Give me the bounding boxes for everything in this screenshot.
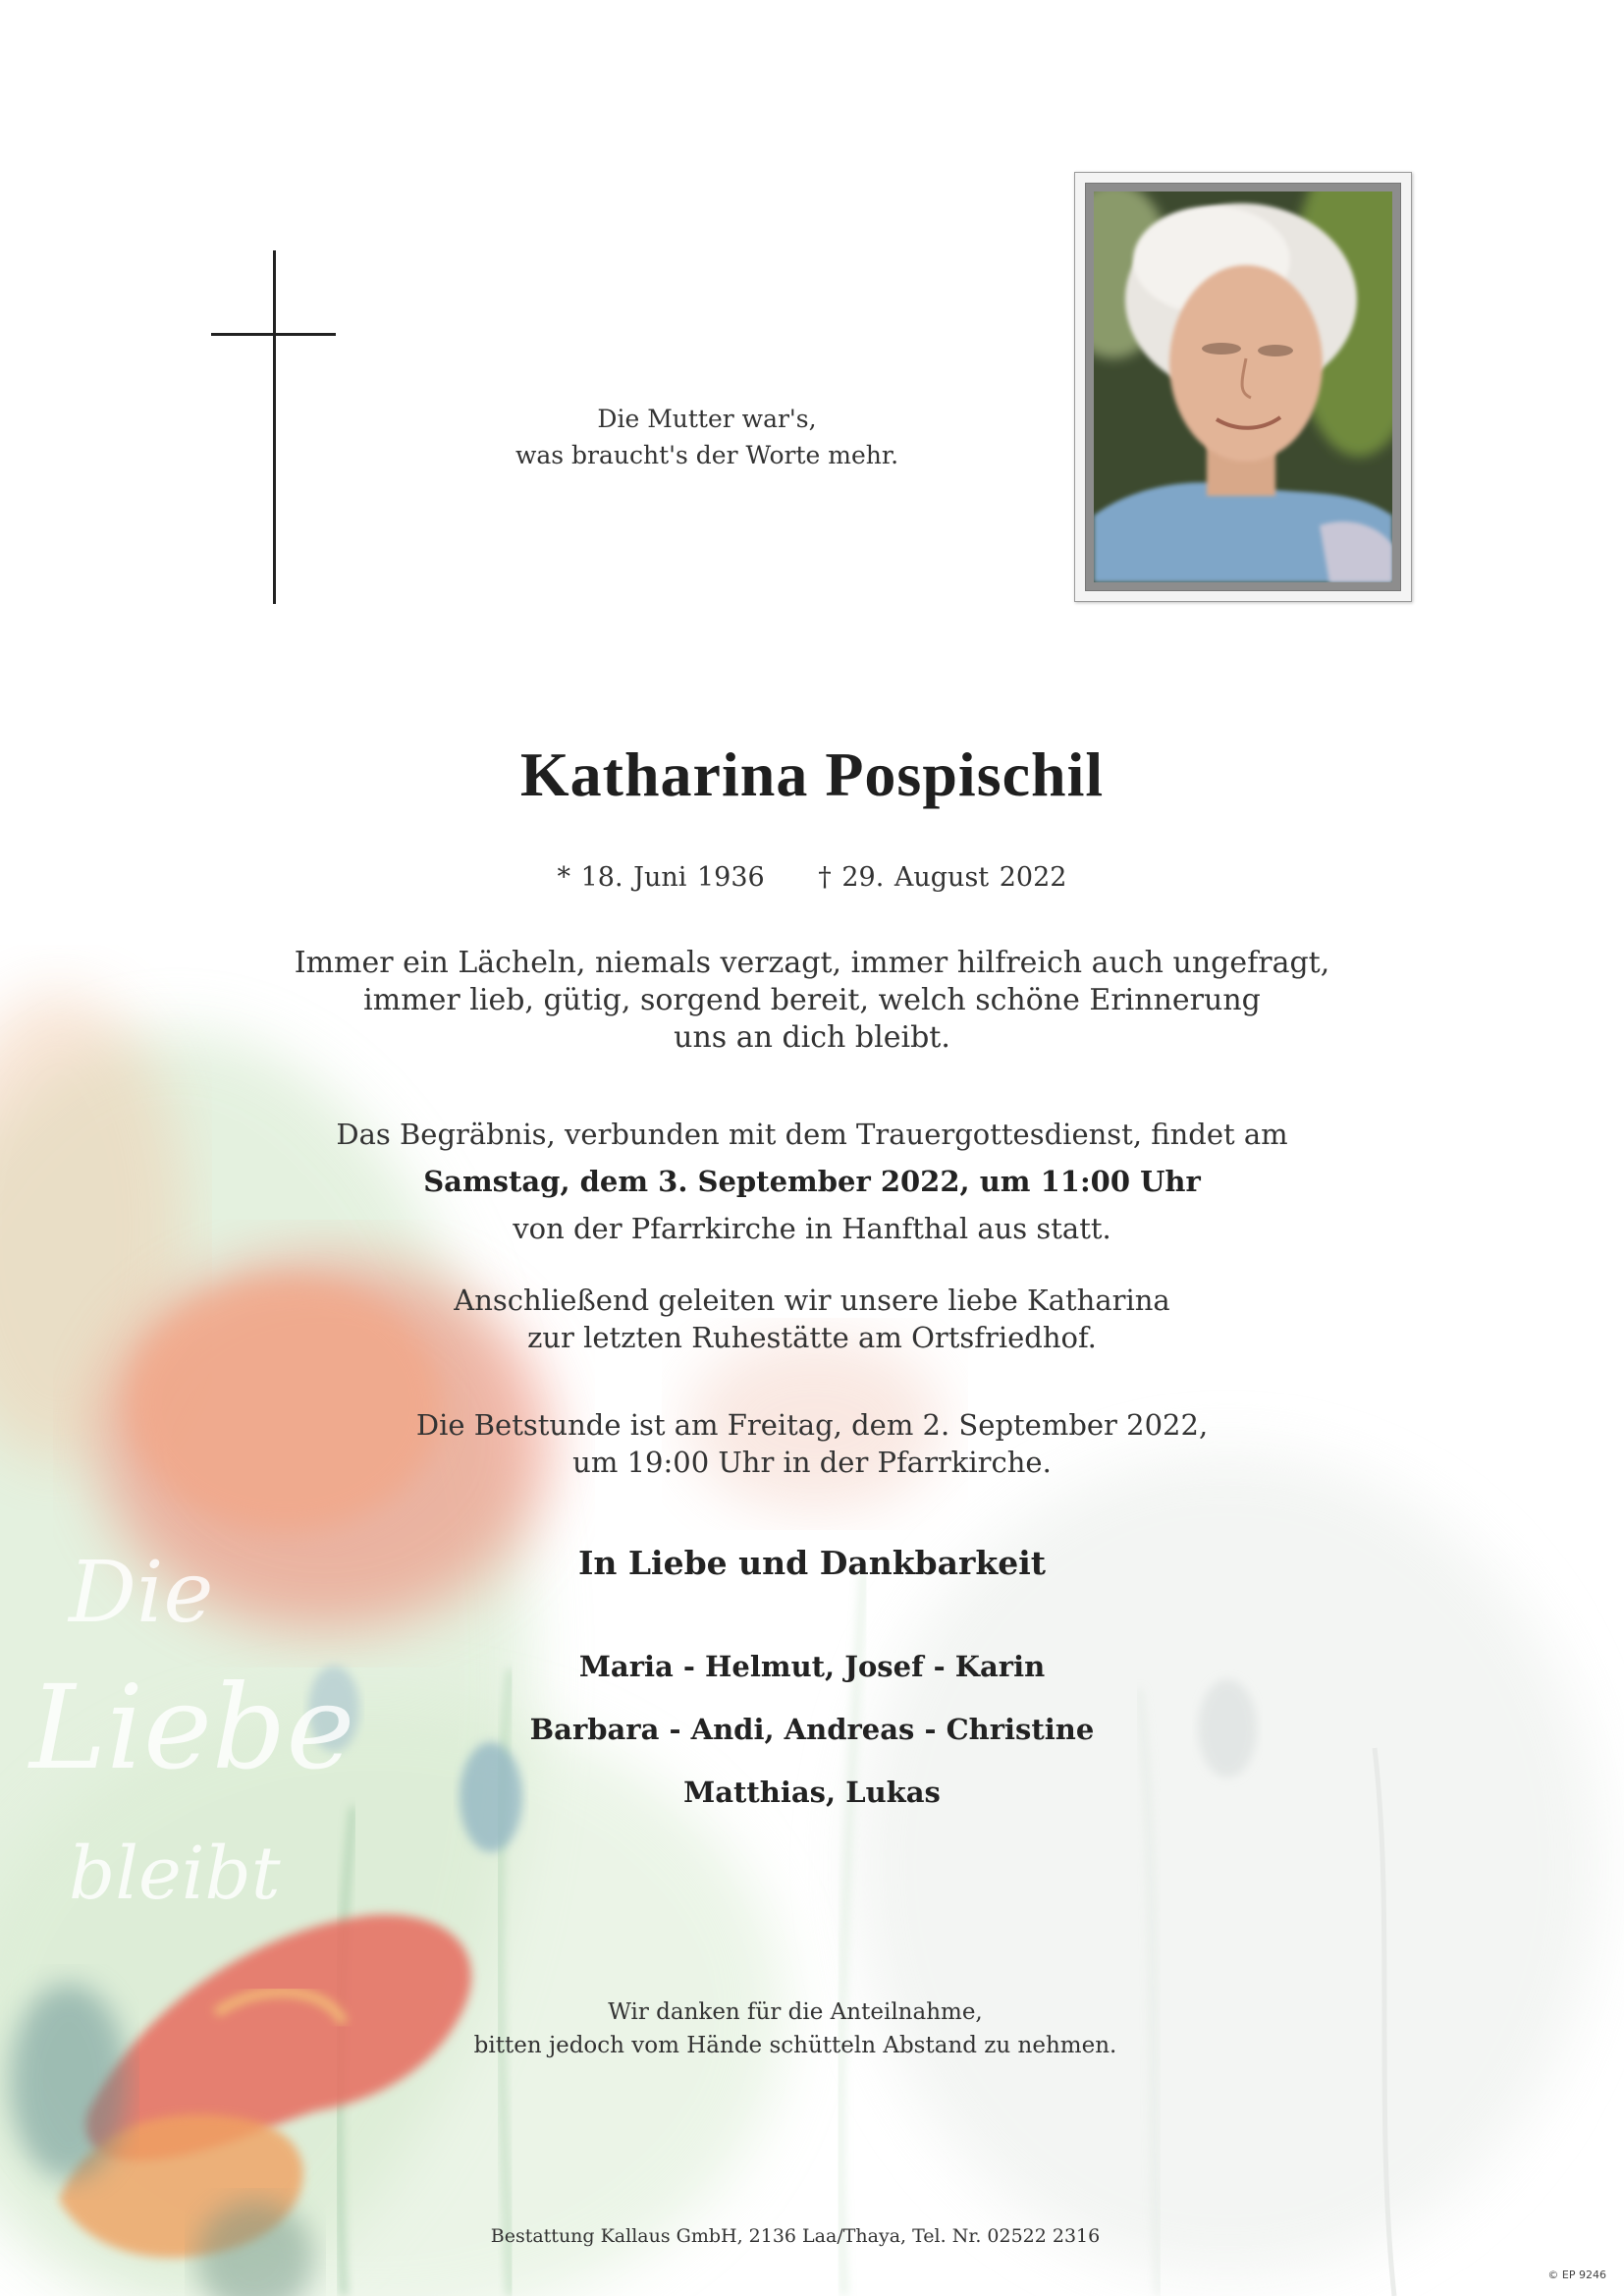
cross-icon-bar bbox=[211, 333, 336, 336]
quote-line: was braucht's der Worte mehr. bbox=[514, 441, 899, 469]
burial-info bbox=[0, 1282, 1624, 1356]
funeral-line: Das Begräbnis, verbunden mit dem Trauergottesdienst, findet am bbox=[336, 1118, 1288, 1151]
cross-icon bbox=[273, 250, 276, 604]
prayer-line: Die Betstunde ist am Freitag, dem 2. September 2022, bbox=[415, 1408, 1209, 1442]
script-word: bleibt bbox=[69, 1831, 281, 1916]
quote-line: Die Mutter war's, bbox=[597, 405, 817, 433]
thanks-note bbox=[393, 1995, 1198, 2062]
portrait-frame bbox=[1074, 172, 1412, 602]
memorial-poem bbox=[0, 945, 1624, 1057]
family-line: Maria - Helmut, Josef - Karin bbox=[578, 1650, 1046, 1683]
portrait-mat bbox=[1085, 183, 1401, 591]
script-word: Die bbox=[69, 1544, 214, 1642]
thanks-line: Wir danken für die Anteilnahme, bbox=[608, 1999, 983, 2025]
thanks-line: bitten jedoch vom Hände schütteln Abstand zu nehmen. bbox=[473, 2033, 1117, 2058]
life-dates bbox=[0, 862, 1624, 893]
poem-line: immer lieb, gütig, sorgend bereit, welch schöne Erinnerung bbox=[363, 983, 1261, 1017]
death-date: † 29. August 2022 bbox=[818, 862, 1067, 893]
family-line: Matthias, Lukas bbox=[683, 1776, 941, 1809]
funeral-home-footer: Bestattung Kallaus GmbH, 2136 Laa/Thaya, Tel. Nr. 02522 2316 bbox=[490, 2225, 1101, 2247]
funeral-info bbox=[0, 1111, 1624, 1252]
family-line: Barbara - Andi, Andreas - Christine bbox=[529, 1713, 1095, 1746]
burial-line: zur letzten Ruhestätte am Ortsfriedhof. bbox=[527, 1321, 1097, 1354]
prayer-info bbox=[0, 1406, 1624, 1481]
portrait-photo bbox=[1094, 191, 1392, 582]
dedication: In Liebe und Dankbarkeit bbox=[577, 1544, 1047, 1582]
poem-line: uns an dich bleibt. bbox=[674, 1020, 950, 1055]
funeral-datetime: Samstag, dem 3. September 2022, um 11:00 Uhr bbox=[423, 1165, 1201, 1198]
prayer-line: um 19:00 Uhr in der Pfarrkirche. bbox=[572, 1446, 1052, 1479]
product-code: © EP 9246 bbox=[1547, 2269, 1606, 2281]
burial-line: Anschließend geleiten wir unsere liebe Katharina bbox=[454, 1284, 1170, 1317]
poem-line: Immer ein Lächeln, niemals verzagt, immer hilfreich auch ungefragt, bbox=[294, 946, 1330, 980]
funeral-line: von der Pfarrkirche in Hanfthal aus statt. bbox=[513, 1212, 1111, 1245]
opening-quote bbox=[412, 401, 1001, 473]
birth-date: * 18. Juni 1936 bbox=[557, 862, 765, 893]
deceased-name: Katharina Pospischil bbox=[519, 739, 1105, 809]
script-word: Liebe bbox=[29, 1660, 355, 1795]
